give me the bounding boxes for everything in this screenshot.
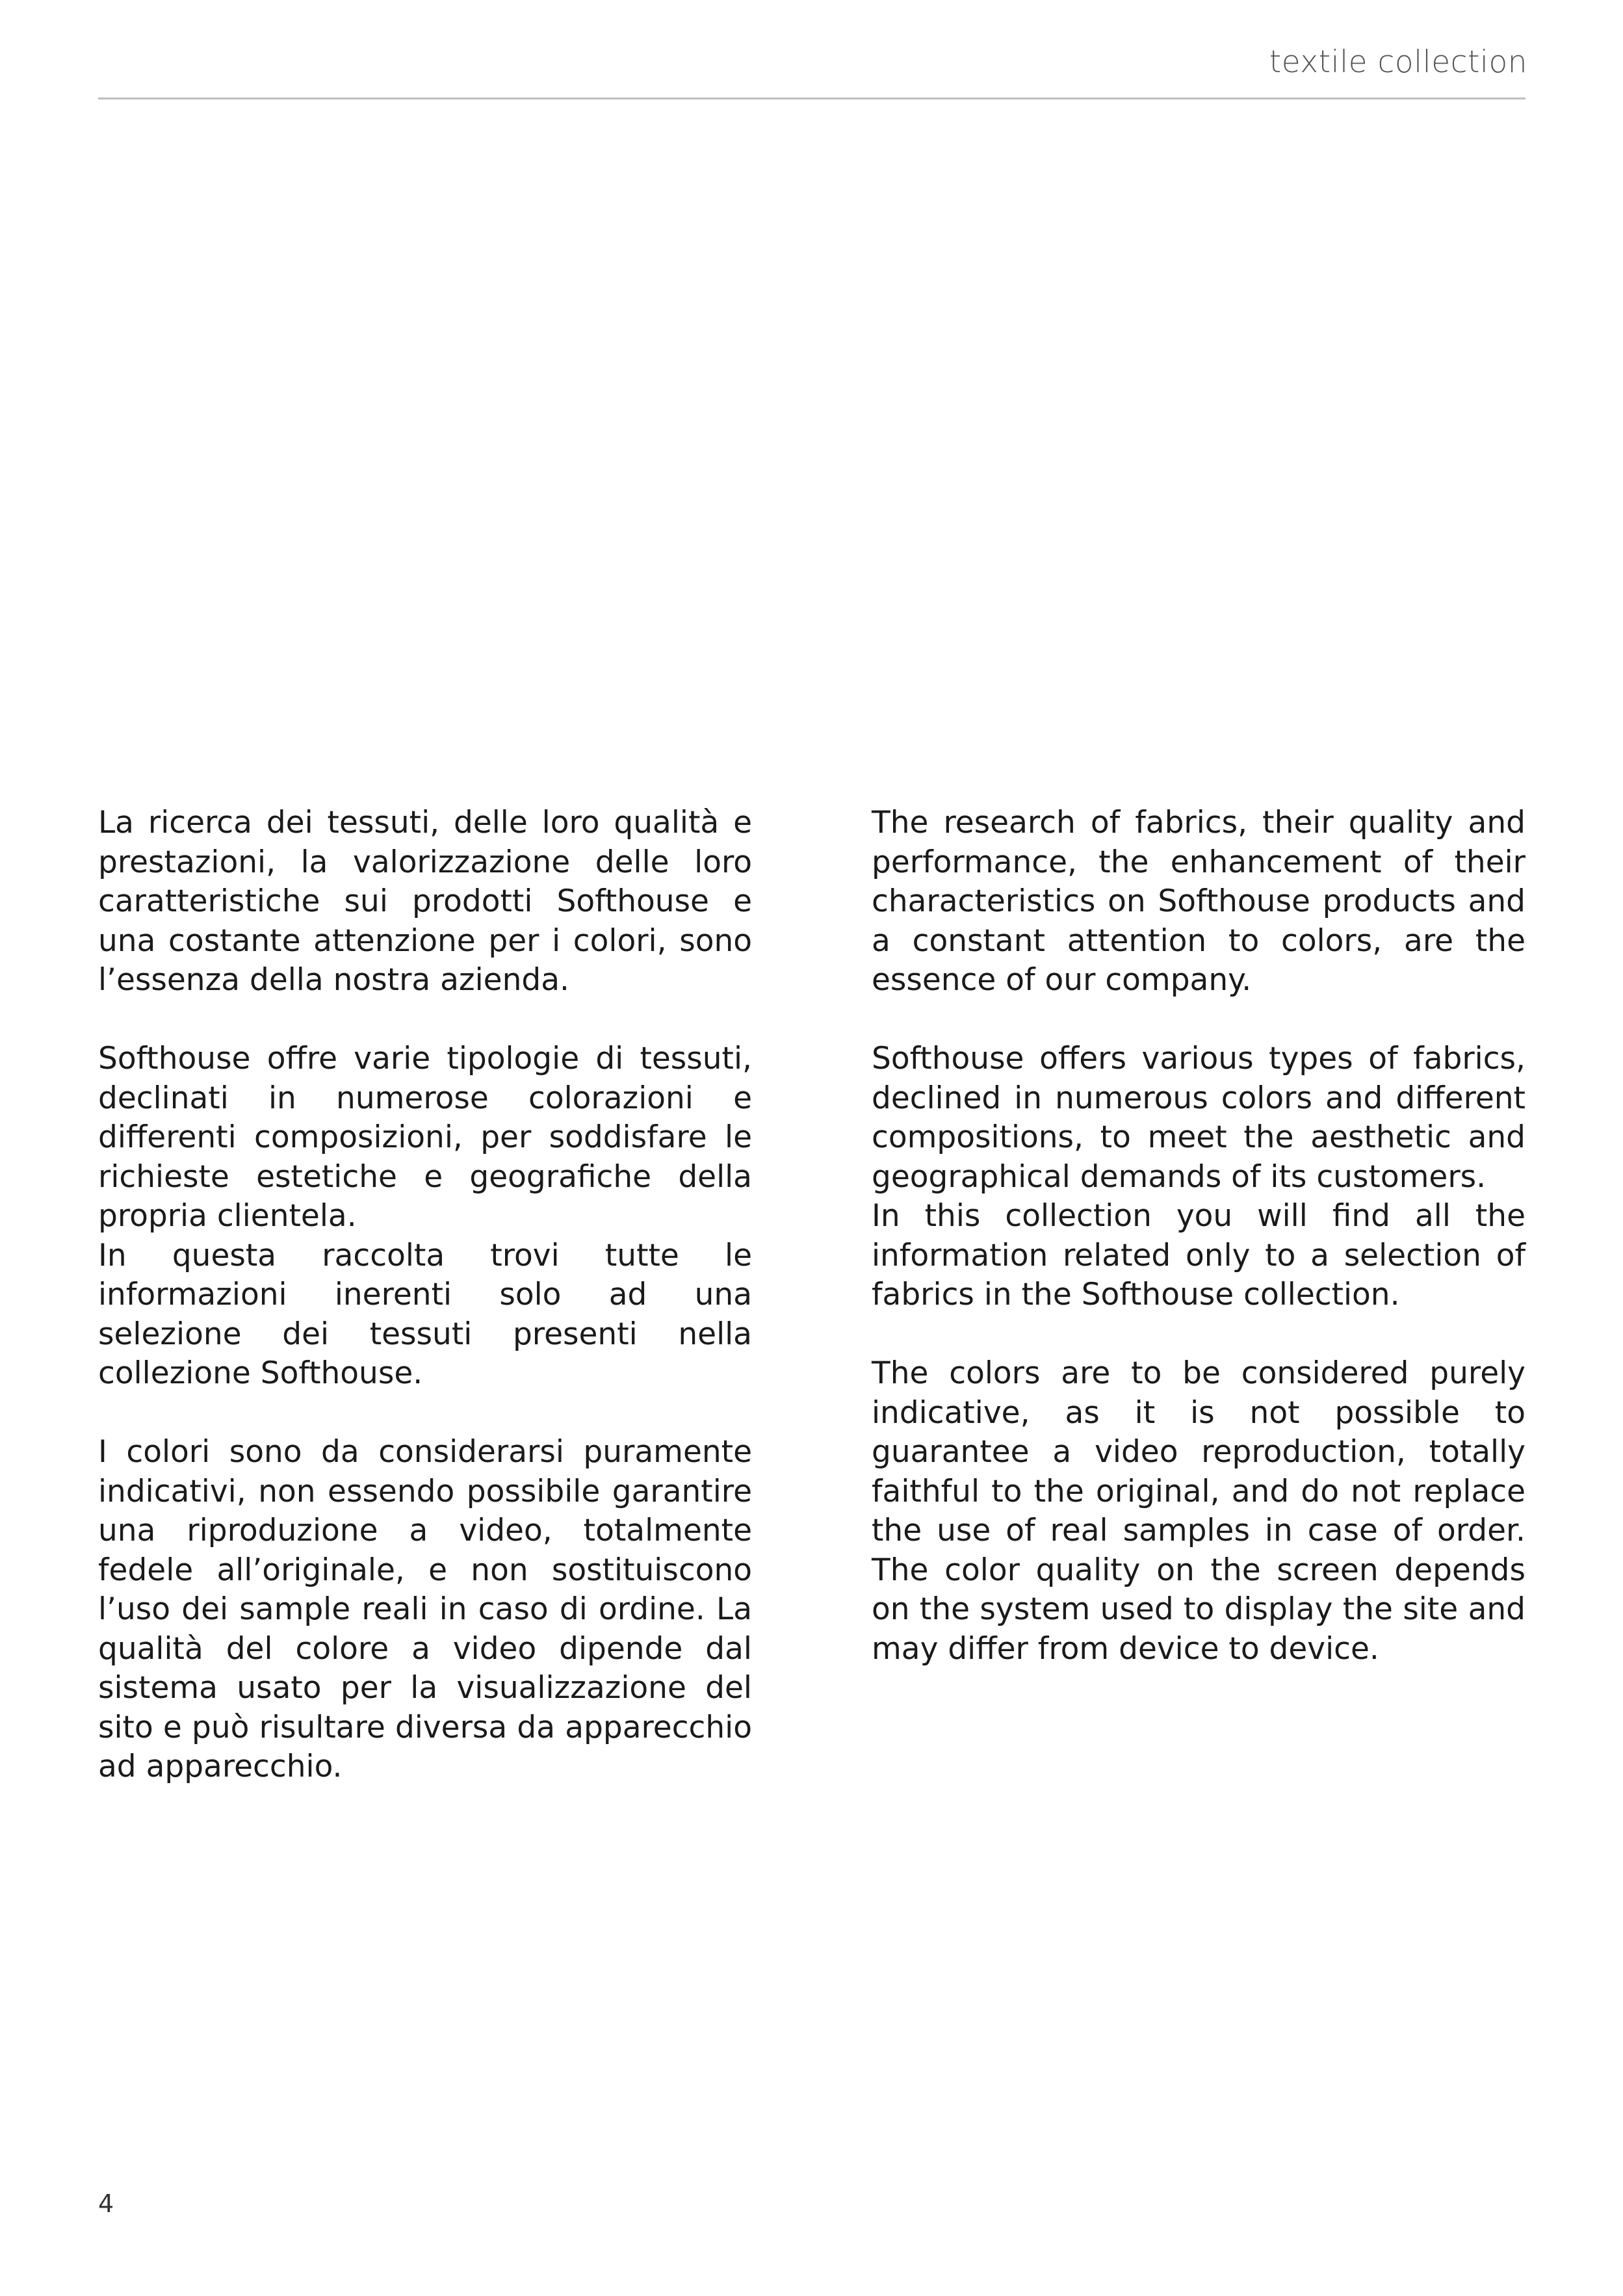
italian-paragraph-3: In questa raccolta trovi tutte le informazioni inerenti solo ad una selezione dei tessuti presenti nella collezione Softhouse. xyxy=(98,1237,752,1391)
italian-paragraph-2: Softhouse offre varie tipologie di tessuti, declinati in numerose colorazioni e differenti composizioni, per soddisfare le richieste estetiche e geografiche della propria clientela. xyxy=(98,1041,752,1234)
italian-paragraph-4: I colori sono da considerarsi puramente indicativi, non essendo possibile garantire una riproduzione a video, totalmente fedele all’originale, e non sostituiscono l’uso dei sample reali in caso di ordine. La qualità del colore a video dipende dal sistema usato per la visualizzazione del sito e può risultare diversa da apparecchio ad apparecchio. xyxy=(98,1434,752,1784)
english-paragraph-3: In this collection you will find all the information related only to a selection of fabrics in the Softhouse collection. xyxy=(872,1198,1526,1312)
english-paragraph-2: Softhouse offers various types of fabrics, declined in numerous colors and different compositions, to meet the aesthetic and geographical demands of its customers. xyxy=(872,1041,1526,1195)
italian-column xyxy=(98,803,752,1787)
italian-paragraph-1: La ricerca dei tessuti, delle loro qualità e prestazioni, la valorizzazione delle loro caratteristiche sui prodotti Softhouse e una costante attenzione per i colori, sono l’essenza della nostra azienda. xyxy=(98,805,752,998)
english-column xyxy=(872,803,1526,1669)
english-paragraph-1: The research of fabrics, their quality and performance, the enhancement of their characteristics on Softhouse products and a constant attention to colors, are the essence of our company. xyxy=(872,805,1526,998)
header-divider xyxy=(98,98,1526,99)
header-title: textile collection xyxy=(1269,44,1527,80)
english-paragraph-4: The colors are to be considered purely indicative, as it is not possible to guarantee a video reproduction, totally faithful to the original, and do not replace the use of real samples in case of order. The color quality on the screen depends on the system used to display the site and may differ from device to device. xyxy=(872,1355,1526,1667)
page-number: 4 xyxy=(98,2189,114,2218)
